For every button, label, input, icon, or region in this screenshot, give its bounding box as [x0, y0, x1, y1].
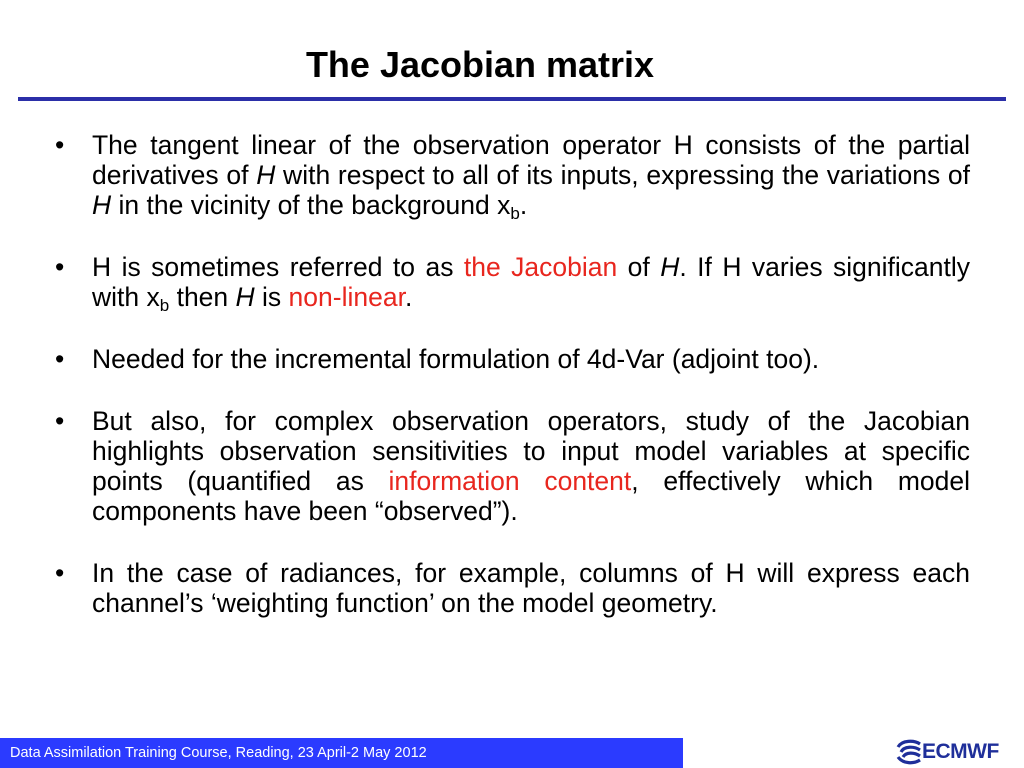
bullet-text: with respect to all of its inputs, expressing the variations of	[275, 160, 971, 190]
bullet-text: . If H varies significantly with x	[92, 252, 971, 312]
slide-title: The Jacobian matrix	[305, 44, 655, 85]
title-divider	[18, 97, 1006, 101]
footer-bar	[0, 738, 683, 768]
bullet-item	[55, 130, 971, 223]
bullet-item	[55, 344, 970, 374]
footer-text: Data Assimilation Training Course, Reading, 23 April-2 May 2012	[10, 745, 427, 761]
subscript-b: b	[159, 296, 170, 315]
bullet-text: , effectively which model components have been “observed”).	[92, 466, 970, 526]
symbol-h: H	[256, 160, 276, 190]
bullet-text: Needed for the incremental formulation of 4d-Var (adjoint too).	[92, 344, 820, 374]
bullet-marker: •	[55, 406, 65, 436]
bullet-text: .	[519, 190, 528, 220]
bullet-text: in the vicinity of the background x	[111, 190, 511, 220]
bullet-list	[55, 130, 970, 650]
bullet-item	[55, 252, 971, 315]
highlight-jacobian: the Jacobian	[463, 252, 618, 282]
bullet-text: then	[169, 282, 236, 312]
bullet-text: In the case of radiances, for example, columns of H will express each channel’s ‘weighting function’ on the model geometry.	[92, 558, 970, 618]
bullet-marker: •	[55, 252, 65, 282]
subscript-b: b	[510, 204, 520, 223]
bullet-text: But also, for complex observation operators, study of the Jacobian highlights observation sensitivities to input model variables at specific points (quantified as	[92, 406, 970, 496]
bullet-text: H is sometimes referred to as	[92, 252, 464, 282]
bullet-item	[55, 406, 970, 526]
bullet-marker: •	[55, 344, 65, 374]
bullet-text: of	[617, 252, 661, 282]
symbol-h: H	[92, 190, 112, 220]
bullet-text: is	[254, 282, 289, 312]
bullet-marker: •	[55, 130, 65, 160]
bullet-text: .	[404, 282, 413, 312]
bullet-marker: •	[55, 558, 65, 588]
highlight-non-linear: non-linear	[288, 282, 405, 312]
ecmwf-logo	[892, 738, 1022, 766]
symbol-h: H	[660, 252, 680, 282]
highlight-information-content: information content	[388, 466, 632, 496]
bullet-text: The tangent linear of the observation operator H consists of the partial derivatives of	[92, 130, 970, 190]
logo-text: ECMWF	[922, 740, 999, 763]
symbol-h: H	[235, 282, 255, 312]
bullet-item	[55, 558, 970, 618]
